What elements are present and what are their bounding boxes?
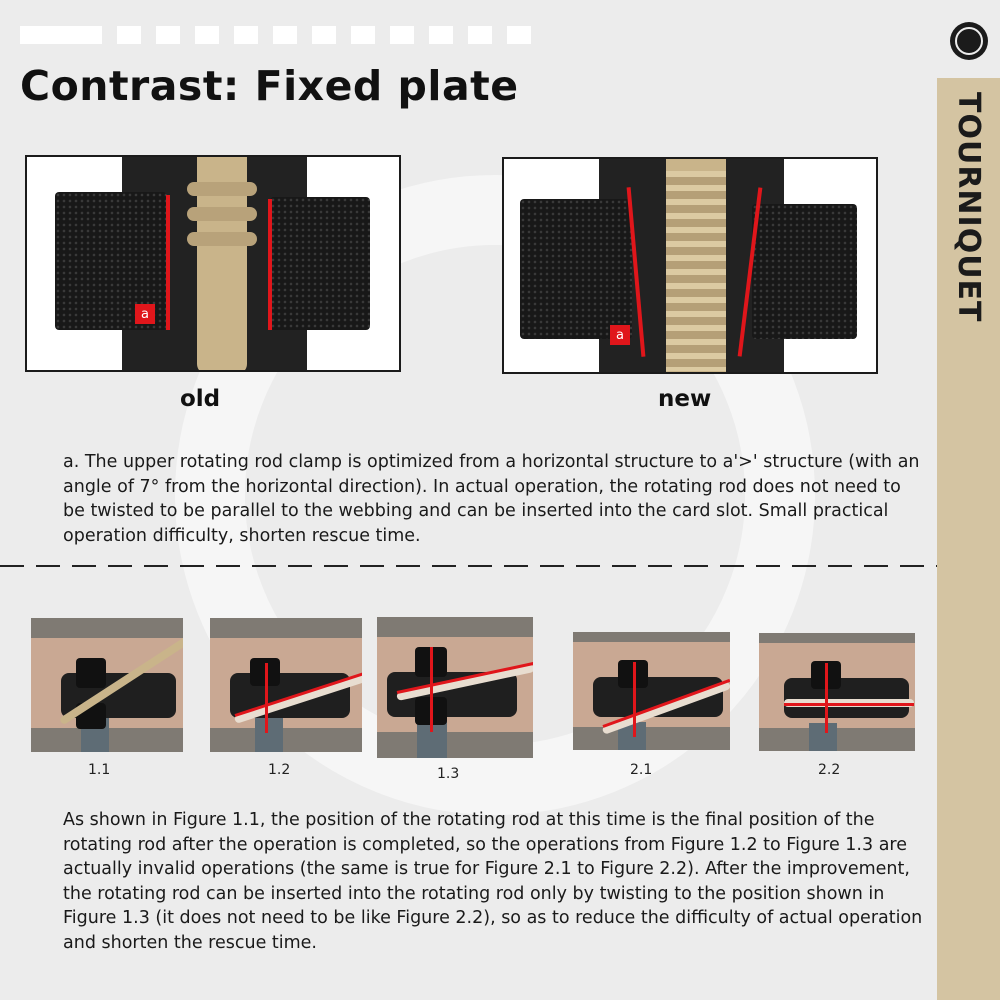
figure-label: 1.2 (268, 762, 291, 778)
new-caption: new (658, 386, 712, 412)
sidebar (937, 0, 1000, 1000)
description-a: a. The upper rotating rod clamp is optimized from a horizontal structure to a'>' structure (with an angle of 7° from the horizontal direction). In actual operation, the rotating rod does not need to be twisted to be parallel to the webbing and can be inserted into the card slot. Small practical operation difficulty, shorten rescue time. (63, 452, 920, 546)
figure-label: 2.2 (818, 762, 841, 778)
section-divider (0, 565, 937, 567)
page-title: Contrast: Fixed plate (20, 62, 519, 110)
description-b: As shown in Figure 1.1, the position of the rotating rod at this time is the final position of the rotating rod after the operation is completed, so the operations from Figure 1.2 to Figure 1.3 are actually invalid operations (the same is true for Figure 2.1 to Figure 2.2). After the improvement, the rotating rod can be inserted into the rotating rod only by twisting to the position shown in Figure 1.3 (it does not need to be like Figure 2.2), so as to reduce the difficulty of actual operation and shorten the rescue time. (63, 810, 923, 953)
old-caption: old (180, 386, 221, 412)
marker-a: a (135, 304, 155, 324)
header-decoration (20, 26, 531, 44)
new-clamp-photo (502, 157, 878, 374)
tourniquet-brand-logo-icon (950, 22, 988, 60)
figure-label: 1.3 (437, 766, 460, 782)
old-clamp-photo (25, 155, 401, 372)
marker-a: a (610, 325, 630, 345)
figure-1-3 (377, 617, 533, 758)
figure-2-2 (759, 633, 915, 751)
figure-1-1 (31, 618, 183, 752)
figure-2-1 (573, 632, 730, 750)
figure-1-2 (210, 618, 362, 752)
figure-label: 1.1 (88, 762, 111, 778)
figure-label: 2.1 (630, 762, 653, 778)
vertical-title: TOURNIQUET (951, 92, 986, 323)
